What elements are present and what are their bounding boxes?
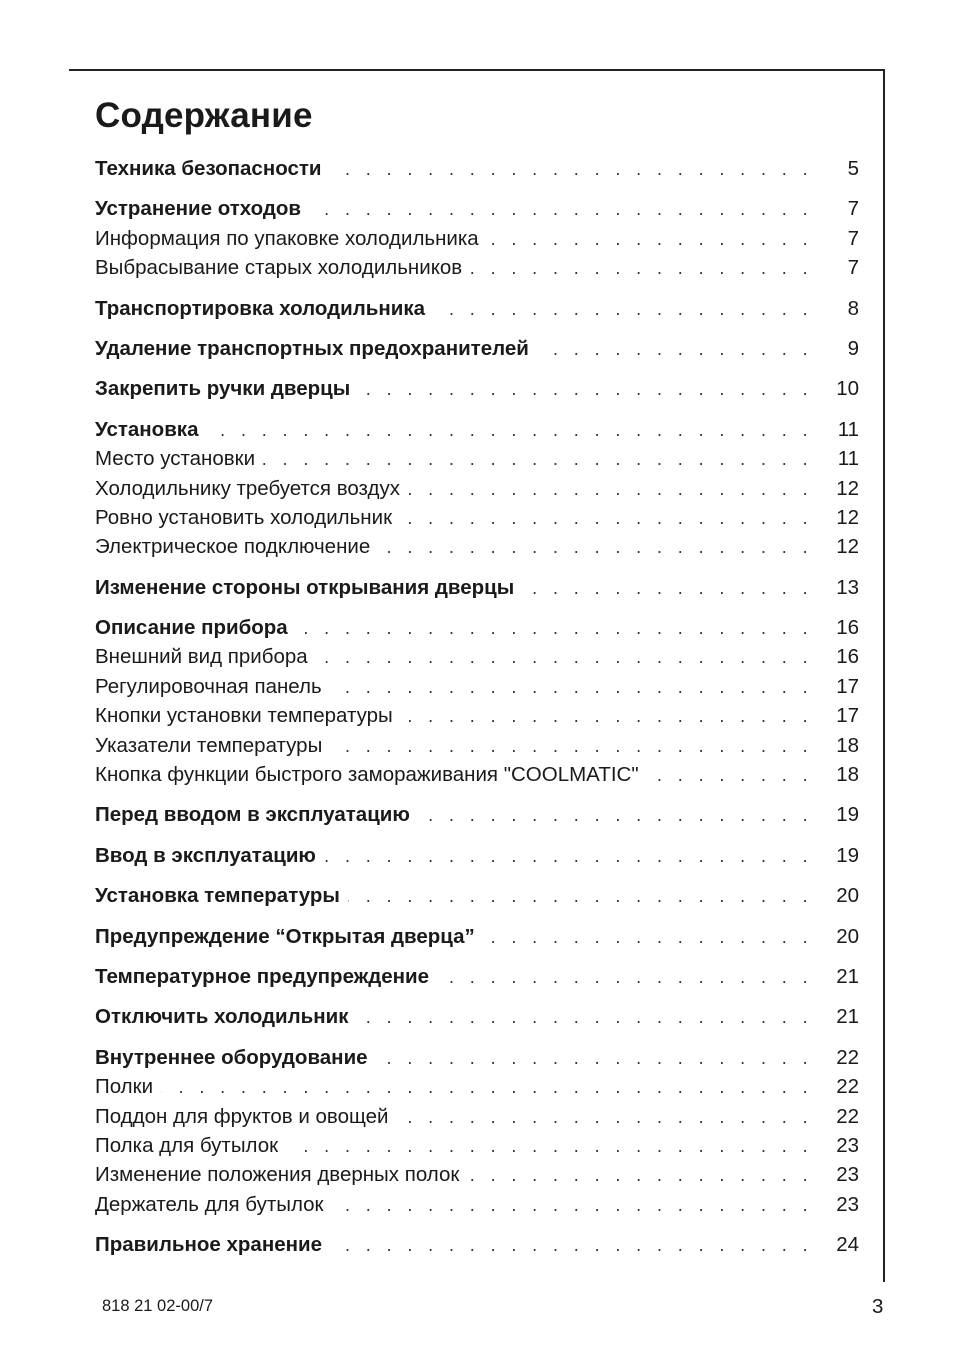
dot-leader (296, 614, 813, 643)
toc-entry-label: Правильное хранение (95, 1233, 322, 1257)
table-of-contents (95, 154, 859, 1271)
dot-leader (356, 1003, 813, 1032)
dot-leader (401, 702, 813, 731)
toc-subentry (95, 474, 859, 503)
toc-entry-label: Транспортировка холодильника (95, 296, 426, 320)
toc-subentry (95, 532, 859, 561)
toc-entry-page-number: 11 (837, 417, 859, 441)
toc-heading-entry (95, 294, 859, 323)
toc-section (95, 1230, 859, 1259)
dot-leader (647, 761, 813, 790)
dot-leader (330, 732, 813, 761)
toc-entry-page-number: 11 (837, 447, 859, 471)
toc-heading-entry (95, 841, 859, 870)
dot-leader (378, 533, 813, 562)
toc-heading-entry (95, 1230, 859, 1259)
dot-leader (330, 155, 813, 184)
dot-leader (330, 1231, 813, 1260)
dot-leader (330, 673, 813, 702)
toc-entry-page-number: 22 (836, 1045, 859, 1069)
dot-leader (487, 225, 813, 254)
toc-heading-entry (95, 1002, 859, 1031)
toc-entry-page-number: 12 (836, 535, 859, 559)
toc-entry-label: Удаление транспортных предохранителей (95, 336, 529, 360)
toc-section (95, 334, 859, 363)
toc-entry-page-number: 12 (836, 476, 859, 500)
dot-leader (376, 1044, 813, 1073)
toc-entry-label: Кнопка функции быстрого замораживания "COOLMATIC" (95, 763, 639, 787)
dot-leader (537, 335, 813, 364)
toc-heading-entry (95, 415, 859, 444)
toc-section (95, 415, 859, 562)
toc-entry-page-number: 9 (847, 336, 859, 360)
toc-section (95, 881, 859, 910)
dot-leader (418, 801, 813, 830)
toc-subentry (95, 1072, 859, 1101)
toc-entry-label: Описание прибора (95, 616, 288, 640)
toc-subentry (95, 1190, 859, 1219)
toc-subentry (95, 503, 859, 532)
toc-entry-page-number: 24 (836, 1233, 859, 1257)
toc-subentry (95, 701, 859, 730)
toc-heading-entry (95, 573, 859, 602)
toc-entry-label: Закрепить ручки дверцы (95, 377, 351, 401)
toc-heading-entry (95, 374, 859, 403)
dot-leader (470, 254, 813, 283)
dot-leader (324, 842, 813, 871)
toc-entry-label: Внутреннее оборудование (95, 1045, 368, 1069)
toc-entry-page-number: 18 (836, 763, 859, 787)
toc-heading-entry (95, 962, 859, 991)
toc-subentry (95, 1102, 859, 1131)
toc-section (95, 374, 859, 403)
toc-entry-label: Устранение отходов (95, 197, 302, 221)
toc-entry-label: Перед вводом в эксплуатацию (95, 803, 410, 827)
toc-entry-page-number: 17 (836, 674, 859, 698)
dot-leader (522, 574, 813, 603)
toc-subentry (95, 760, 859, 789)
toc-entry-label: Холодильнику требуется воздух (95, 476, 400, 500)
toc-entry-page-number: 23 (836, 1133, 859, 1157)
toc-section (95, 841, 859, 870)
toc-entry-label: Полка для бутылок (95, 1133, 279, 1157)
document-code: 818 21 02-00/7 (102, 1297, 214, 1315)
toc-entry-label: Ввод в эксплуатацию (95, 843, 316, 867)
dot-leader (408, 475, 813, 504)
dot-leader (437, 963, 813, 992)
dot-leader (348, 882, 813, 911)
toc-section (95, 613, 859, 789)
toc-entry-label: Информация по упаковке холодильника (95, 226, 479, 250)
toc-section (95, 294, 859, 323)
toc-entry-label: Выбрасывание старых холодильников (95, 256, 463, 280)
toc-entry-label: Внешний вид прибора (95, 645, 308, 669)
right-rule (883, 69, 885, 1282)
dot-leader (396, 1103, 813, 1132)
toc-entry-label: Изменение положения дверных полок (95, 1163, 460, 1187)
toc-entry-page-number: 7 (847, 197, 859, 221)
toc-entry-page-number: 23 (836, 1163, 859, 1187)
toc-heading-entry (95, 1043, 859, 1072)
toc-entry-page-number: 22 (836, 1104, 859, 1128)
dot-leader (316, 643, 813, 672)
dot-leader (433, 295, 813, 324)
dot-leader (309, 195, 813, 224)
toc-entry-label: Кнопки установки температуры (95, 704, 393, 728)
toc-subentry (95, 731, 859, 760)
dot-leader (286, 1132, 813, 1161)
toc-entry-label: Место установки (95, 447, 256, 471)
toc-entry-page-number: 5 (847, 157, 859, 180)
toc-section (95, 1043, 859, 1219)
toc-entry-label: Ровно установить холодильник (95, 505, 393, 529)
toc-entry-page-number: 16 (836, 645, 859, 669)
toc-section (95, 962, 859, 991)
toc-entry-label: Полки (95, 1075, 154, 1099)
toc-heading-entry (95, 154, 859, 183)
dot-leader (483, 923, 813, 952)
toc-entry-page-number: 19 (836, 803, 859, 827)
toc-entry-label: Держатель для бутылок (95, 1192, 324, 1216)
toc-subentry (95, 253, 859, 282)
toc-subentry (95, 642, 859, 671)
toc-entry-page-number: 16 (836, 616, 859, 640)
toc-entry-page-number: 21 (836, 964, 859, 988)
toc-entry-page-number: 12 (836, 505, 859, 529)
toc-entry-label: Регулировочная панель (95, 674, 322, 698)
toc-entry-page-number: 10 (836, 377, 859, 401)
dot-leader (206, 416, 813, 445)
toc-entry-label: Температурное предупреждение (95, 964, 430, 988)
toc-section (95, 573, 859, 602)
toc-entry-page-number: 7 (847, 226, 859, 250)
toc-section (95, 800, 859, 829)
toc-entry-label: Предупреждение “Открытая дверца” (95, 924, 475, 948)
dot-leader (467, 1161, 813, 1190)
toc-heading-entry (95, 800, 859, 829)
toc-entry-label: Техника безопасности (95, 157, 322, 180)
toc-heading-entry (95, 881, 859, 910)
dot-leader (358, 375, 813, 404)
toc-entry-page-number: 8 (847, 296, 859, 320)
dot-leader (263, 445, 813, 474)
toc-section (95, 154, 859, 183)
toc-entry-page-number: 13 (836, 575, 859, 599)
toc-entry-label: Установка температуры (95, 884, 340, 908)
toc-entry-label: Установка (95, 417, 199, 441)
toc-entry-label: Изменение стороны открывания дверцы (95, 575, 515, 599)
toc-entry-page-number: 22 (836, 1075, 859, 1099)
top-rule (69, 69, 885, 71)
toc-subentry (95, 224, 859, 253)
toc-section (95, 194, 859, 282)
dot-leader (332, 1191, 813, 1220)
toc-subentry (95, 1131, 859, 1160)
toc-entry-page-number: 7 (847, 256, 859, 280)
toc-entry-page-number: 20 (836, 924, 859, 948)
toc-section (95, 1002, 859, 1031)
toc-entry-page-number: 23 (836, 1192, 859, 1216)
toc-entry-label: Электрическое подключение (95, 535, 371, 559)
toc-section (95, 922, 859, 951)
toc-entry-page-number: 21 (836, 1005, 859, 1029)
toc-entry-page-number: 17 (836, 704, 859, 728)
page-number: 3 (872, 1295, 884, 1318)
toc-entry-page-number: 20 (836, 884, 859, 908)
toc-subentry (95, 444, 859, 473)
toc-heading-entry (95, 922, 859, 951)
toc-entry-label: Отключить холодильник (95, 1005, 349, 1029)
toc-entry-label: Указатели температуры (95, 733, 323, 757)
page-title: Содержание (95, 96, 313, 135)
toc-heading-entry (95, 613, 859, 642)
toc-entry-page-number: 19 (836, 843, 859, 867)
toc-subentry (95, 672, 859, 701)
dot-leader (161, 1073, 813, 1102)
dot-leader (400, 504, 813, 533)
toc-heading-entry (95, 334, 859, 363)
toc-entry-label: Поддон для фруктов и овощей (95, 1104, 389, 1128)
toc-subentry (95, 1160, 859, 1189)
toc-entry-page-number: 18 (836, 733, 859, 757)
toc-heading-entry (95, 194, 859, 223)
